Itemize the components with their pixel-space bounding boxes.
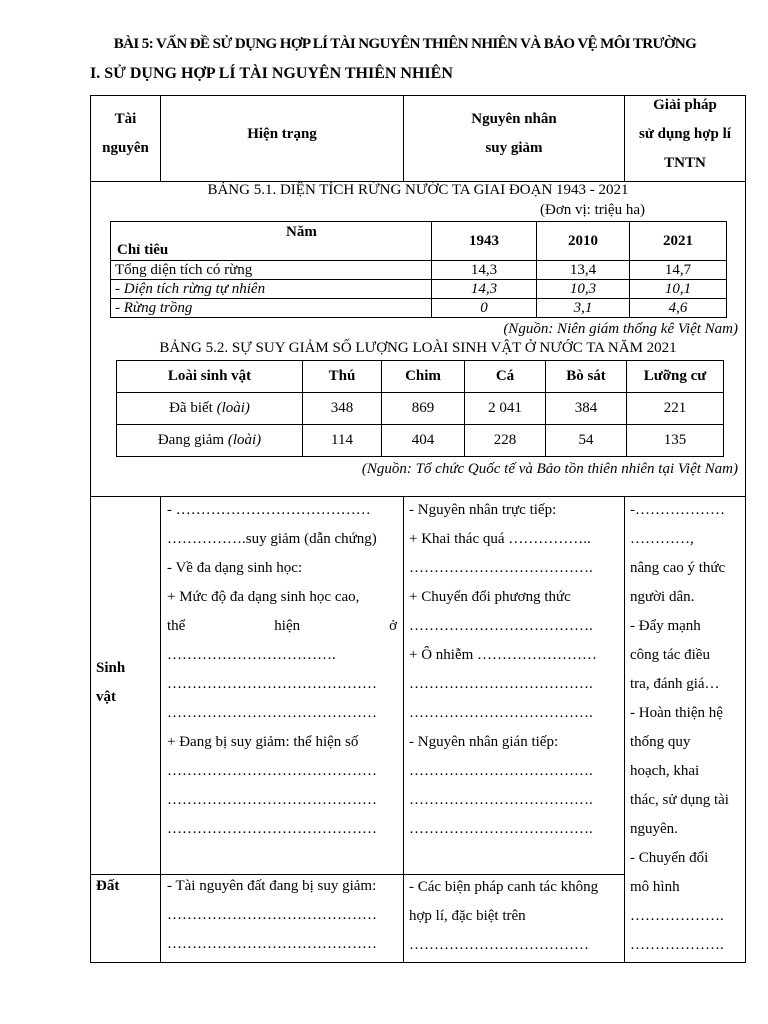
table1-source: (Nguồn: Niên giám thống kê Việt Nam) [503, 321, 738, 337]
giai-phap-line: - Đẩy mạnh [630, 618, 701, 634]
row-label-dat: Đất [96, 878, 120, 894]
table1-year: 2010 [537, 222, 630, 261]
giai-phap-line: - Hoàn thiện hệ [630, 705, 723, 721]
table1-row [111, 261, 727, 280]
row-label-sinh-vat-line2: vật [96, 689, 116, 705]
hien-trang-line-justified [167, 612, 397, 641]
row-label-sinh-vat-line1: Sinh [96, 660, 126, 676]
table1 [110, 221, 727, 318]
table2-header: Cá [465, 361, 546, 393]
nguyen-nhan-line: - Nguyên nhân trực tiếp: [409, 502, 557, 518]
table2-row-label-text: Đang giảm [157, 432, 225, 448]
table1-cell: 10,1 [630, 280, 727, 299]
giai-phap-line: công tác điều [630, 647, 710, 663]
table1-row-label: - Rừng trồng [111, 299, 432, 318]
nguyen-nhan-line: ………………………………. [409, 618, 593, 634]
nguyen-nhan-line: ………………………………. [409, 676, 593, 692]
nguyen-nhan-spacer [409, 844, 619, 873]
nguyen-nhan-line: ………………………………. [409, 560, 593, 576]
header-tai-nguyen-line1: Tài [114, 111, 137, 127]
giai-phap-line: thống quy [630, 734, 691, 750]
table1-row [111, 299, 727, 318]
table2-header: Bò sát [546, 361, 627, 393]
nguyen-nhan-line: + Chuyển đổi phương thức [409, 589, 571, 605]
header-giai-phap-line1: Giải pháp [653, 97, 717, 113]
header-nguyen-nhan [404, 105, 624, 163]
hien-trang-line: ……………………………. [167, 647, 336, 663]
table2-title: BẢNG 5.2. SỰ SUY GIẢM SỐ LƯỢNG LOÀI SINH VẬT Ở NƯỚC TA NĂM 2021 [159, 340, 677, 356]
table1-unit: (Đơn vị: triệu ha) [540, 202, 645, 218]
header-nguyen-nhan-line1: Nguyên nhân [471, 111, 557, 127]
giai-phap-line: người dân. [630, 589, 695, 605]
table2-cell: 228 [465, 425, 546, 457]
giai-phap-line: nguyên. [630, 821, 678, 837]
nguyen-nhan-line: ………………………………. [409, 792, 593, 808]
col-divider-3 [624, 496, 625, 963]
table1-cell: 14,7 [630, 261, 727, 280]
giai-phap-line: thác, sử dụng tài [630, 792, 729, 808]
nguyen-nhan-line: - Các biện pháp canh tác không [409, 879, 599, 895]
table2-header: Loài sinh vật [117, 361, 303, 393]
table2-header: Chim [382, 361, 465, 393]
row-label-sinh-vat [96, 654, 125, 712]
table2-source: (Nguồn: Tổ chức Quốc tế và Bảo tồn thiên nhiên tại Việt Nam) [361, 461, 738, 477]
nguyen-nhan-line: ………………………………. [409, 821, 593, 837]
table2-cell: 348 [303, 393, 382, 425]
header-hien-trang: Hiện trạng [247, 126, 317, 142]
section-title: I. SỬ DỤNG HỢP LÍ TÀI NGUYÊN THIÊN NHIÊN [90, 65, 453, 82]
nguyen-nhan-line: ………………………………. [409, 705, 593, 721]
table2-cell: 54 [546, 425, 627, 457]
table1-cell: 4,6 [630, 299, 727, 318]
hien-trang-line: - ………………………………… [167, 502, 371, 518]
dat-hien-trang-line: …………………………………… [167, 936, 377, 952]
giai-phap-line: mô hình [630, 879, 680, 895]
dat-hien-trang-line: - Tài nguyên đất đang bị suy giảm: [167, 878, 377, 894]
hien-trang-word: hiện [274, 618, 301, 634]
table2-cell: 384 [546, 393, 627, 425]
hien-trang-line: …………………………………… [167, 792, 377, 808]
hien-trang-line: + Đang bị suy giảm: thể hiện số [167, 734, 359, 750]
header-tai-nguyen-line2: nguyên [102, 140, 149, 156]
giai-phap-line: -……………… [630, 502, 725, 518]
hien-trang-line: + Mức độ đa dạng sinh học cao, [167, 589, 360, 605]
nguyen-nhan-line: ………………………………. [409, 763, 593, 779]
giai-phap-line: ………………. [630, 908, 724, 924]
dat-hien-trang [167, 872, 397, 959]
table1-corner-cell [111, 222, 432, 261]
table1-row-label: Tổng diện tích có rừng [111, 261, 432, 280]
table1-row-label: - Diện tích rừng tự nhiên [111, 280, 432, 299]
table2-cell: 2 041 [465, 393, 546, 425]
sinh-vat-giai-phap [630, 496, 742, 960]
table2-cell: 869 [382, 393, 465, 425]
table-border-right [745, 95, 746, 963]
table2-row-label [117, 393, 303, 425]
table1-cell: 0 [432, 299, 537, 318]
header-tai-nguyen [91, 105, 160, 163]
table1-cell: 14,3 [432, 261, 537, 280]
table1-header-nam: Năm [286, 224, 317, 240]
table2-row [117, 393, 724, 425]
giai-phap-line: ………………. [630, 937, 724, 953]
header-giai-phap-line3: TNTN [664, 155, 706, 171]
hien-trang-line: …………………………………… [167, 676, 377, 692]
table1-cell: 13,4 [537, 261, 630, 280]
col-divider-2 [403, 496, 404, 963]
table2-cell: 404 [382, 425, 465, 457]
table-border-left [90, 95, 91, 963]
table2-header: Thú [303, 361, 382, 393]
table2-header-row [117, 361, 724, 393]
hien-trang-line: …………………………………… [167, 763, 377, 779]
hien-trang-line: …………….suy giảm (dẫn chứng) [167, 531, 377, 547]
giai-phap-line: tra, đánh giá… [630, 676, 720, 692]
giai-phap-line: - Chuyển đổi [630, 850, 709, 866]
header-giai-phap-line2: sử dụng hợp lí [639, 126, 731, 142]
nguyen-nhan-line: ……………………………… [409, 937, 589, 953]
sinh-vat-hien-trang [167, 496, 397, 844]
giai-phap-line: hoạch, khai [630, 763, 700, 779]
table2-row-label [117, 425, 303, 457]
lesson-title: BÀI 5: VẤN ĐỀ SỬ DỤNG HỢP LÍ TÀI NGUYÊN THIÊN NHIÊN VÀ BẢO VỆ MÔI TRƯỜNG [113, 36, 697, 52]
col-divider-1 [160, 496, 161, 963]
table2-row [117, 425, 724, 457]
table2 [116, 360, 724, 457]
table2-header: Lưỡng cư [627, 361, 724, 393]
nguyen-nhan-line: + Khai thác quá …………….. [409, 531, 591, 547]
giai-phap-line: nâng cao ý thức [630, 560, 726, 576]
hien-trang-word: thể [167, 618, 186, 634]
nguyen-nhan-line: + Ô nhiễm …………………… [409, 647, 598, 663]
table1-cell: 3,1 [537, 299, 630, 318]
table1-title: BẢNG 5.1. DIỆN TÍCH RỪNG NƯỚC TA GIAI ĐOẠN 1943 - 2021 [207, 182, 629, 198]
sinh-vat-nguyen-nhan [409, 496, 619, 960]
table2-cell: 135 [627, 425, 724, 457]
hien-trang-line: …………………………………… [167, 705, 377, 721]
table1-header-chitieu: Chỉ tiêu [117, 242, 169, 258]
table1-row [111, 280, 727, 299]
header-giai-phap [625, 91, 745, 178]
table2-cell: 221 [627, 393, 724, 425]
table-border-bottom [90, 962, 746, 963]
table1-year: 2021 [630, 222, 727, 261]
hien-trang-word: ở [389, 618, 397, 634]
table2-cell: 114 [303, 425, 382, 457]
table2-row-unit: (loài) [216, 400, 250, 416]
table2-row-unit: (loài) [227, 432, 262, 448]
giai-phap-line: …………, [630, 531, 694, 547]
dat-hien-trang-line: …………………………………… [167, 907, 377, 923]
table2-row-label-text: Đã biết [169, 400, 213, 416]
hien-trang-line: - Về đa dạng sinh học: [167, 560, 303, 576]
header-nguyen-nhan-line2: suy giảm [485, 140, 543, 156]
hien-trang-line: …………………………………… [167, 821, 377, 837]
table1-cell: 14,3 [432, 280, 537, 299]
nguyen-nhan-line: - Nguyên nhân gián tiếp: [409, 734, 559, 750]
nguyen-nhan-line: hợp lí, đặc biệt trên [409, 908, 526, 924]
table1-cell: 10,3 [537, 280, 630, 299]
table1-year: 1943 [432, 222, 537, 261]
